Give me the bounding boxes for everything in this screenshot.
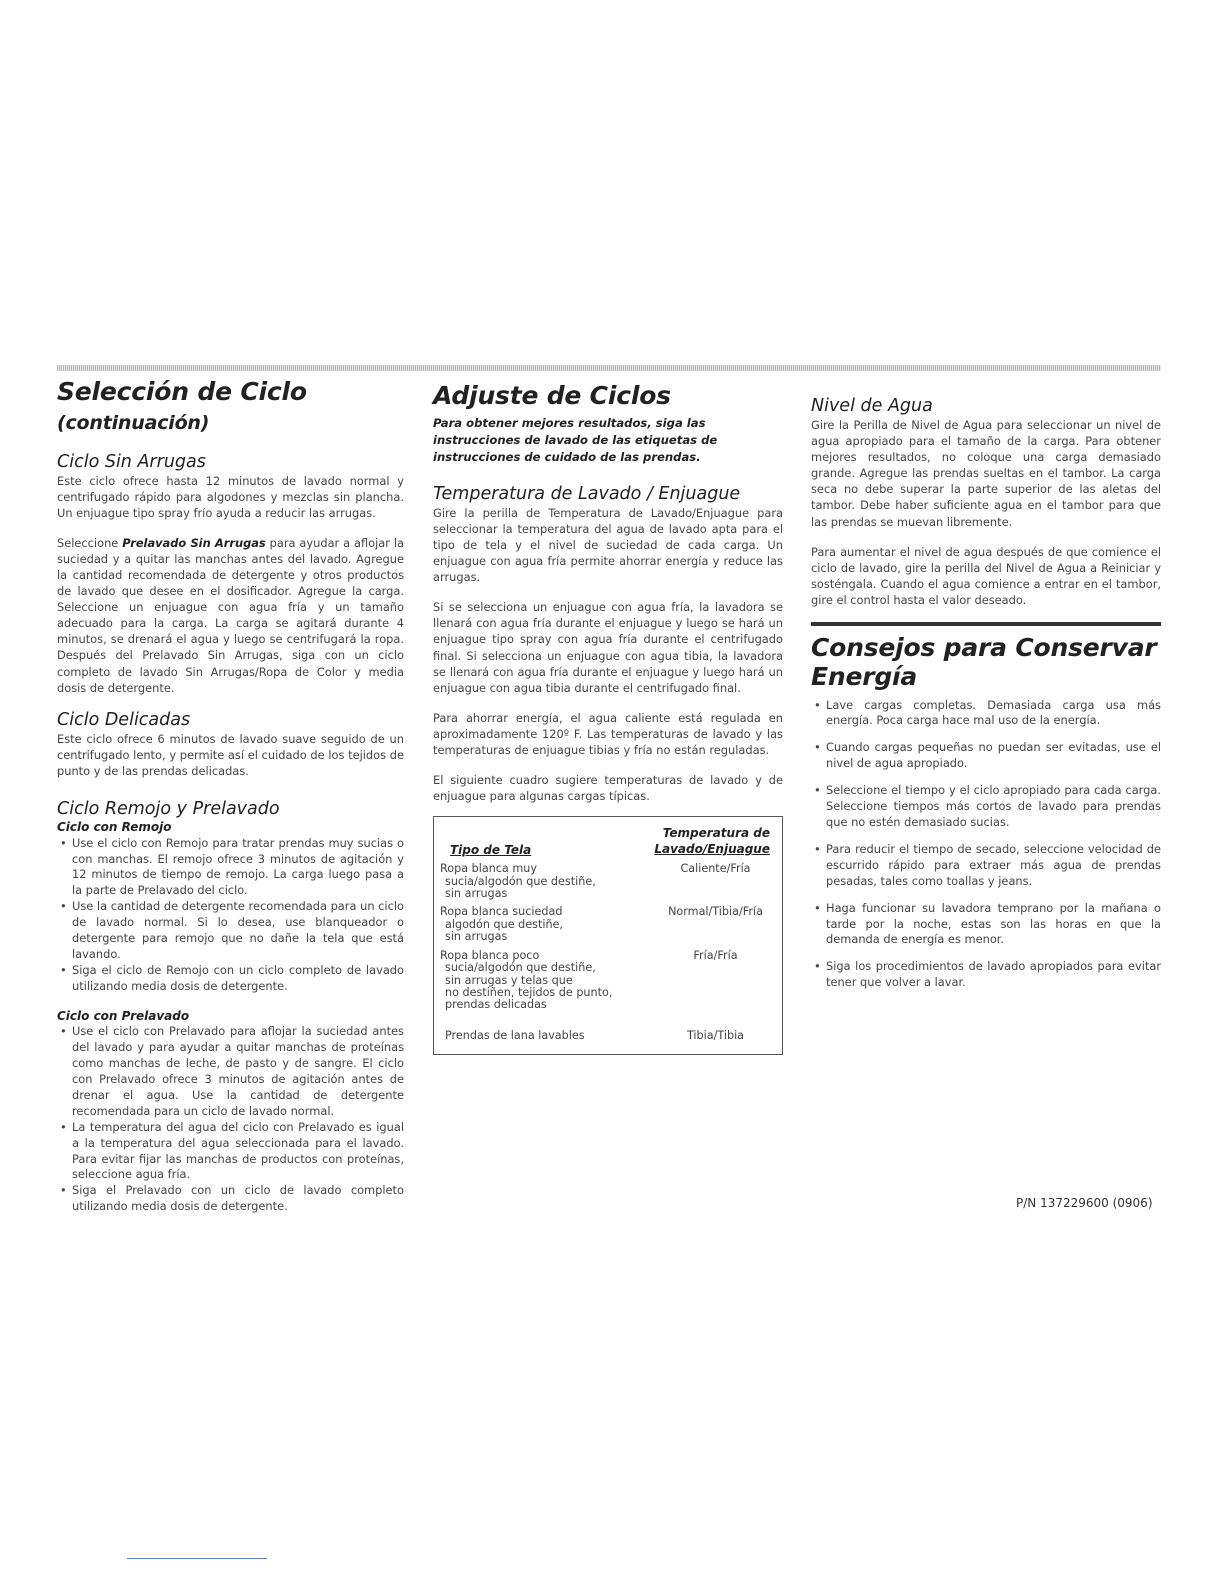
fabric-line: Ropa blanca muy: [440, 862, 537, 876]
paragraph-temperatura-4: El siguiente cuadro sugiere temperaturas de lavado y de enjuague para algunas cargas típicas.: [433, 773, 783, 804]
paragraph-nivel-2: Para aumentar el nivel de agua después de que comience el ciclo de lavado, gire la perilla del Nivel de Agua a Reiniciar y sosténgala. Cuando el agua comience a entrar en el tambor, gire el control hasta el valor deseado.: [811, 544, 1161, 607]
paragraph-temperatura-3: Para ahorrar energía, el agua caliente está regulada en aproximadamente 120º F. Las temperaturas de lavado y las temperaturas de enjuague tibias y fría no están reguladas.: [433, 710, 783, 757]
temperature-cell: Tibia/Tibia: [686, 1028, 745, 1042]
heading-temperatura: Temperatura de Lavado / Enjuague: [433, 483, 741, 504]
paragraph-delicadas: Este ciclo ofrece 6 minutos de lavado suave seguido de un centrifugado lento, y permite así el cuidado de los tejidos de punto y de las prendas delicadas.: [57, 731, 404, 778]
list-item: • Seleccione el tiempo y el ciclo apropiado para cada carga. Seleccione tiempos más cortos de lavado para prendas que no estén demasiado sucias.: [811, 783, 1161, 831]
table-row: [440, 906, 776, 943]
top-rule: [57, 365, 1161, 371]
fabric-cell: [440, 906, 655, 943]
list-item: • Siga el ciclo de Remojo con un ciclo completo de lavado utilizando media dosis de detergente.: [57, 963, 404, 995]
fabric-cell: Prendas de lana lavables: [445, 1028, 585, 1042]
section-divider: [811, 622, 1161, 626]
header-tipo-de-tela: Tipo de Tela: [450, 843, 532, 858]
footer-rule: [127, 1558, 267, 1559]
fabric-line: sin arrugas y telas que: [445, 973, 573, 987]
table-row: [440, 1030, 776, 1042]
subheading-ciclo-con-prelavado: Ciclo con Prelavado: [57, 1008, 190, 1023]
paragraph-temperatura-1: Gire la perilla de Temperatura de Lavado/Enjuague para seleccionar la temperatura del agua de lavado apta para el tipo de tela y el nivel de suciedad de cada carga. Un enjuague con agua fría permite ahorrar energía y reduce las arrugas.: [433, 505, 783, 585]
fabric-line: sucia/algodón que destiñe,: [445, 874, 596, 888]
list-item: • Haga funcionar su lavadora temprano por la mañana o tarde por la noche, estas son las horas en que la demanda de energía es menor.: [811, 901, 1161, 949]
list-consejos: [811, 698, 1161, 992]
fabric-line: sin arrugas: [445, 887, 508, 901]
list-prelavado: [57, 1024, 404, 1215]
paragraph-nivel-1: Gire la Perilla de Nivel de Agua para seleccionar un nivel de agua apropiado para el tamaño de la carga. Para obtener mejores resultados, no coloque una carga demasiado grande. Agregue las prendas sueltas en el tambor. La carga seca no debe superar la parte superior de las aletas del tambor. Debe haber suficiente agua en el tambor para que las prendas se muevan libremente.: [811, 418, 1161, 529]
temperature-cell: Fría/Fría: [693, 948, 738, 962]
column-adjuste-de-ciclos: [433, 378, 783, 1055]
table-row: [440, 863, 776, 900]
list-remojo: [57, 836, 404, 995]
list-item: • Lave cargas completas. Demasiada carga usa más energía. Poca carga hace mal uso de la energía.: [811, 698, 1161, 730]
header-temperatura-line1: Temperatura de: [662, 826, 770, 841]
column-seleccion-de-ciclo: [57, 378, 404, 1215]
table-row: [440, 950, 776, 1012]
column-nivel-y-consejos: [811, 378, 1161, 1002]
list-item: • Cuando cargas pequeñas no puedan ser evitadas, use el nivel de agua apropiado.: [811, 740, 1161, 772]
heading-nivel-de-agua: Nivel de Agua: [811, 396, 933, 416]
list-item: • Use el ciclo con Remojo para tratar prendas muy sucias o con manchas. El remojo ofrece 3 minutos de agitación y 12 minutos de tiempo de remojo. La carga luego pasa a la parte de Prelavado del ciclo.: [57, 836, 404, 900]
section-title-consejos: [811, 634, 1161, 692]
lead-paragraph: Para obtener mejores resultados, siga las instrucciones de lavado de las etiquetas de instrucciones de cuidado de las prendas.: [433, 415, 718, 464]
subheading-ciclo-con-remojo: Ciclo con Remojo: [57, 820, 172, 834]
fabric-line: algodón que destiñe,: [445, 917, 563, 931]
temperature-cell: Normal/Tibia/Fría: [668, 905, 763, 919]
part-number: P/N 137229600 (0906): [1016, 1196, 1153, 1210]
table-header: [440, 825, 776, 857]
title-line: Consejos para Conservar: [811, 633, 1157, 663]
paragraph-sin-arrugas-1: Este ciclo ofrece hasta 12 minutos de lavado normal y centrifugado rápido para algodones y mezclas sin plancha. Un enjuague tipo spray frío ayuda a reducir las arrugas.: [57, 473, 404, 520]
header-temperatura: [640, 825, 776, 857]
title-text: Selección de Ciclo: [57, 377, 307, 406]
temperature-cell: Caliente/Fría: [680, 862, 751, 876]
fabric-line: prendas delicadas: [445, 998, 547, 1012]
fabric-line: Ropa blanca poco: [440, 948, 540, 962]
title-suffix: (continuación): [57, 411, 210, 434]
fabric-line: no destiñen, tejidos de punto,: [445, 985, 613, 999]
list-item: • La temperatura del agua del ciclo con Prelavado es igual a la temperatura del agua seleccionada para el lavado. Para evitar fijar las manchas de productos con proteínas, seleccione agua fría.: [57, 1120, 404, 1184]
list-item: • Para reducir el tiempo de secado, seleccione velocidad de escurrido rápido para extraer más agua de prendas pesadas, tales como toallas y jeans.: [811, 842, 1161, 890]
text-fragment: Seleccione: [57, 535, 123, 550]
list-item: • Use la cantidad de detergente recomendada para un ciclo de lavado normal. Si lo desea, use blanqueador o detergente para remojo que no dañe la tela que está lavando.: [57, 899, 404, 963]
fabric-line: sin arrugas: [445, 930, 508, 944]
prelavado-sin-arrugas-label: Prelavado Sin Arrugas: [122, 535, 266, 550]
header-temperatura-line2: Lavado/Enjuague: [654, 842, 770, 857]
list-item: • Siga los procedimientos de lavado apropiados para evitar tener que volver a lavar.: [811, 959, 1161, 991]
list-item: • Siga el Prelavado con un ciclo de lavado completo utilizando media dosis de detergente.: [57, 1183, 404, 1215]
fabric-cell: [440, 950, 655, 1012]
title-line: Energía: [811, 661, 918, 691]
temperature-table: [433, 816, 783, 1055]
paragraph-sin-arrugas-2: [57, 535, 404, 696]
text-fragment: para ayudar a aflojar la suciedad y a quitar las manchas antes del lavado. Agregue la cantidad recomendada de detergente y otros productos de lavado que desee en el dosificador. Agregue la carga. Seleccione un enjuague con agua fría y un tamaño adecuado para la carga. La carga se agitará durante 4 minutos, se drenará el agua y luego se centrifugará la ropa. Después del Prelavado Sin Arrugas, siga con un ciclo completo de lavado Sin Arrugas/Ropa de Color y media dosis de detergente.: [57, 535, 405, 695]
paragraph-temperatura-2: Si se selecciona un enjuague con agua fría, la lavadora se llenará con agua fría durante el enjuague y luego se hará un enjuague tipo spray con agua fría durante el centrifugado final. Si selecciona un enjuague con agua tibia, la lavadora se llenará con agua fría durante el enjuague y luego hará un enjuague con agua tibia durante el centrifugado final.: [433, 600, 783, 695]
fabric-cell: [440, 863, 655, 900]
heading-ciclo-sin-arrugas: Ciclo Sin Arrugas: [57, 451, 206, 472]
fabric-line: sucia/algodón que destiñe,: [445, 961, 596, 975]
section-title-adjuste: Adjuste de Ciclos: [433, 381, 671, 410]
list-item: • Use el ciclo con Prelavado para aflojar la suciedad antes del lavado y para ayudar a quitar manchas de proteínas como manchas de leche, de pasto y de sangre. El ciclo con Prelavado ofrece 3 minutos de agitación antes de drenar el agua. Use la cantidad de detergente recomendada para un ciclo de lavado normal.: [57, 1024, 404, 1119]
section-title-seleccion: [57, 378, 404, 436]
heading-ciclo-remojo: Ciclo Remojo y Prelavado: [57, 799, 280, 819]
fabric-line: Ropa blanca suciedad: [440, 905, 563, 919]
heading-ciclo-delicadas: Ciclo Delicadas: [57, 709, 191, 730]
